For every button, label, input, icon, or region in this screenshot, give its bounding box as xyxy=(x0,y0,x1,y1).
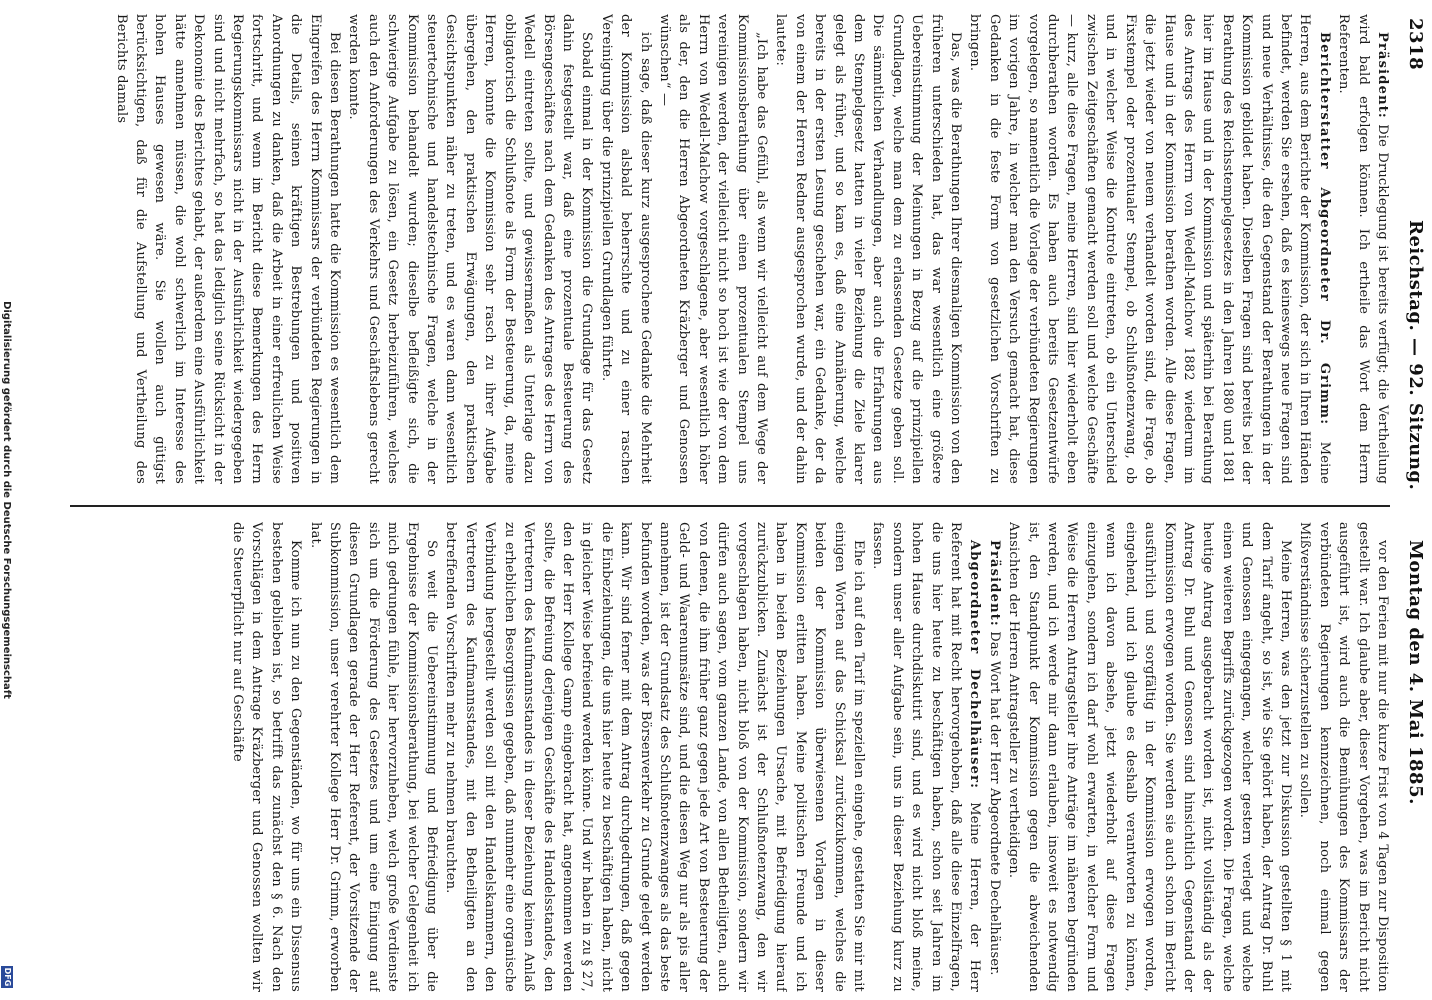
paragraph-text: Ehe ich auf den Tarif im speziellen eingehe, gestatten Sie mir mit einigen Worten auf das Schicksal zurückzukommen, welches die beiden der Kommission überwiesenen Vorlagen in dieser Kommission erlitten haben. Meine politischen Freunde und ich haben in beiden Beziehungen Ursache, mit Befriedigung hierauf zurückzublicken. Zunächst ist der Schlußnotenzwang, den wir vorgeschlagen haben, nicht bloß von der Kommission, sondern wir dürfen auch sagen, vom ganzen Lande, von allen Betheiligten, auch von denen, die ihm früher ganz gegen jede Art von Besteuerung der Geld- und Waarenumsätze sind, und die diesen Weg nur als pis aller annehmen, ist der Grundsatz des Schlußnotenzwanges als das beste befunden worden, was der Börsenverkehr zu Grunde gelegt werden kann. Wir sind ferner mit dem Antrag durchgedrungen, daß gegen die Einbeziehungen, die uns hier heute zu beschäftigen haben, nicht in gleicher Weise befreiend werden könne. Und wir haben in zu § 27, den der Herr Kollege Gamp eingebracht hat, angenommen werden sollte, die Befreiung derjenigen Geschäfte des Handelsstandes, den Vertretern des Kaufmannsstandes in dieser Beziehung keinen Anlaß zu erheblichen Besorgnissen gegeben, daß nunmehr eine organische Verbindung hergestellt werden soll mit den Handelskammern, den Vertretern des Kaufmannsstandes, mit den Betheiligten an den betreffenden Vorschriften mehr zu nehmen brauchten. xyxy=(443,522,867,992)
paragraph-text: Das Wort hat der Herr Abgeordnete Dechelhäuser. xyxy=(986,631,1002,976)
paragraph-text: ich sage, daß dieser kurz ausgesprochene Gedanke die Mehrheit der Kommission alsbald beherrschte und zu einer raschen Vereinigung über die prinzipiellen Grundlagen führte. xyxy=(598,14,653,484)
paragraph xyxy=(344,14,596,484)
speaker-name: Präsident: xyxy=(1375,32,1390,119)
paragraph xyxy=(965,14,1334,484)
paragraph xyxy=(441,522,868,992)
paragraph-text: Die Drucklegung ist bereits verfügt; die Vertheilung wird bald erfolgen können. Ich ertheile das Wort dem Herrn Referenten. xyxy=(1336,14,1390,484)
speaker-name: Berichterstatter Abgeordneter Dr. Grimm: xyxy=(1316,32,1332,426)
paragraph-text: Meine Herren, der Herr Referent hat mit Recht hervorgehoben, daß alle diese Einzelfragen, die uns hier heute zu beschäftigen haben, schon seit Jahren im hohen Hause durchdiskutirt sind, und es wird nicht bloß meine, sondern unser aller Aufgabe sein, uns in dieser Beziehung kurz zu fassen. xyxy=(870,522,983,992)
speaker-name: Abgeordneter Dechelhäuser: xyxy=(967,540,983,790)
paragraph-text: So weit die Uebereinstimmung und Befriedigung über die Ergebnisse der Kommissionsberathung, bei welcher Gelegenheit ich mich gedrungen fühle, hier hervorzuheben, welch große Verdienste sich um die Förderung des Gesetzes und um eine Einigung auf diesen Grundlagen gerade der Herr Referent, der Vorsitzende der Subkommission, unser verehrter Kollege Herr Dr. Grimm, erworben hat. xyxy=(307,522,440,992)
paragraph-text: Meine Herren, was den jetzt zur Diskussion gestellten § 1 mit dem Tarif angeht, so ist, wie Sie gehört haben, der Antrag Dr. Buhl und Genossen eingegangen, welcher gestern verlegt und welche einen weiteren Begriffs zurückgezogen worden. Die Fragen, welche heutige Antrag ausgebracht worden ist, nicht vollständig als der Antrag Dr. Buhl und Genossen sind hinsichtlich Gegenstand der Kommission erwogen worden. Sie werden sie auch schon im Bericht ausführlich und sorgfältig in der Kommission erwogen worden, eingehend, und ich glaube es deshalb verantworten zu können, wenn ich davon absehe, jetzt wiederholt auf diese Fragen einzugehen, sondern ich darf wohl erwarten, in welcher Form und Weise die Herren Antragsteller ihre Anträge im näheren begründen werden, und ich werde mir dann erlauben, insoweit es notwendig ist, den Standpunkt der Kommission gegen die abweichenden Ansichten der Herren Antragsteller zu vertheidigen. xyxy=(1006,522,1293,992)
paragraph-text: Das, was die Berathungen Ihrer diesmaligen Kommission von den früheren unterschieden hat, das war wesentlich eine größere Uebereinstimmung der Meinungen in Bezug auf die prinzipiellen Grundlagen, welche man dem zu erlassenden Gesetze geben soll. Die sämmtlichen Verhandlungen, aber auch die Erfahrungen aus dem Stempelgesetz hatten in vieler Beziehung die Ziele klarer gelegt als früher, und so kam es, daß eine Annäherung, welche bereits in der ersten Lesung geschehen war, ein Gedanke, der da von einem der Herren Redner ausgesprochen wurde, und der dahin lautete: xyxy=(773,14,964,484)
paragraph xyxy=(596,14,654,484)
paragraph xyxy=(111,14,344,484)
left-column xyxy=(72,14,1392,484)
paragraph xyxy=(1334,14,1392,484)
paragraph xyxy=(868,522,984,992)
header-date: Montag den 4. Mai 1885. xyxy=(1405,540,1426,805)
right-column xyxy=(72,522,1392,992)
page-header xyxy=(1398,10,1432,990)
paragraph xyxy=(1295,522,1392,992)
speaker-name: Präsident: xyxy=(986,540,1002,627)
page-number: 2318 xyxy=(1405,18,1426,71)
paragraph-text: Komme ich nun zu den Gegenständen, wo für uns ein Dissensus bestehen geblieben ist, so betrifft das zunächst den § 6. Nach den Vorschlägen in dem Antrage Kräzberger und Genossen wollten wir die Steuerpflicht nur auf Geschäfte xyxy=(230,522,304,992)
paragraph xyxy=(655,14,771,484)
digitization-credit: Digitalisierung gefördert durch die Deutsche Forschungsgemeinschaft xyxy=(1,301,12,699)
dfg-logo: DFG xyxy=(3,967,12,987)
paragraph-text: „Ich habe das Gefühl, als wenn wir vielleicht auf dem Wege der Kommissionsberathung über einen prozentualen Stempel uns vereinigen werden, der vielleicht nicht so hoch ist wie der von dem Herrn von Wedell-Malchow vorgeschlagene, aber wesentlich höher als der, den die Herren Abgeordneten Kräzberger und Genossen wünschen“ — xyxy=(656,14,769,484)
column-divider xyxy=(70,505,1390,507)
paragraph xyxy=(1004,522,1295,992)
paragraph-text: vor den Ferien mit nur die kurze Frist von 4 Tagen zur Disposition gestellt war. Ich glaube aber, dieser Vorgehen, was im Bericht nicht ausgeführt ist, wird auch die Bemühungen des Kommissars der verbündeten Regierungen kennzeichnen, noch einmal gegen Mißverständnisse sicherzustellen zu sollen. xyxy=(1297,522,1390,992)
paragraph xyxy=(771,14,965,484)
paragraph xyxy=(305,522,441,992)
paragraph xyxy=(984,522,1003,992)
paragraph xyxy=(228,522,306,992)
header-title: Reichstag. — 92. Sitzung. xyxy=(1405,220,1426,491)
paragraph-text: Sobald einmal in der Kommission die Grundlage für das Gesetz dahin festgestellt war, daß eine prozentuale Besteuerung des Börsengeschäftes nach dem Gedanken des Antrages des Herrn von Wedell eintreten sollte, und gewissermaßen als Unterlage dazu obligatorisch die Schlußnote als Form der Besteuerung, da, meine Herren, konnte die Kommission sehr rasch zu ihrer Aufgabe übergehen, den praktischen Erwägungen, den praktischen Gesichtspunkten näher zu treten, und es waren dann wesentlich steuertechnische und handelstechnische Fragen, welche in der Kommission behandelt wurden; dieselbe befleißigte sich, die schwierige Aufgabe zu lösen, ein Gesetz herbeizuführen, welches auch den Anforderungen des Verkehrs und Geschäftslebens gerecht werden konnte. xyxy=(346,14,595,484)
paragraph-text: Meine Herren, aus dem Berichte der Kommission, der sich in Ihren Händen befindet, werden Sie ersehen, daß es keineswegs neue Fragen sind und neue Verhältnisse, die den Gegenstand der Berathungen in der Kommission gebildet haben. Dieselben Fragen sind bereits bei der Berathung des Reichsstempelgesetzes in den Jahren 1880 und 1881 hier im Hause und in der Kommission und späterhin bei Berathung des Antrags des Herrn von Wedell-Malchow 1882 wiederum im Hause und in der Kommission berathen worden. Alle diese Fragen, die jetzt wieder von neuem verhandelt worden sind, die Frage, ob Fixstempel oder prozentualer Stempel, ob Schlußnotenzwang, ob und in welcher Weise die Kontrole eintreten, ob ein Unterschied zwischen Zeitgeschäften gemacht werden soll und welche Geschäfte — kurz, alle diese Fragen, meine Herren, sind hier wiederholt eben durchberathen worden. Es haben auch bereits Gesetzentwürfe vorgelegen, so namentlich die Vorlage der verbündeten Regierungen im vorigen Jahre, in welcher man den Versuch gemacht hat, diese Gedanken in die feste Form von gesetzlichen Vorschriften zu bringen. xyxy=(967,14,1332,484)
paragraph-text: Bei diesen Berathungen hatte die Kommission es wesentlich dem Eingreifen des Herrn Kommissars der verbündeten Regierungen in die Details, seinen kräftigen Bestrebungen und positiven Anordnungen zu danken, daß die Arbeit in einer erfreulichen Weise fortschritt, und wenn im Bericht diese Bemerkungen des Herrn Regierungskommissars nicht in der Ausführlichkeit wiedergegeben sind und nicht mehrfach, so hat das lediglich seine Rücksicht in der Dekonomie des Berichtes gehabt, der außerdem eine Ausführlichkeit hätte annehmen müssen, die wohl schwerlich im Interesse des hohen Hauses gewesen wäre. Sie wollen auch gütigst berücksichtigen, daß für die Aufstellung und Vertheilung des Berichts damals xyxy=(113,14,343,484)
